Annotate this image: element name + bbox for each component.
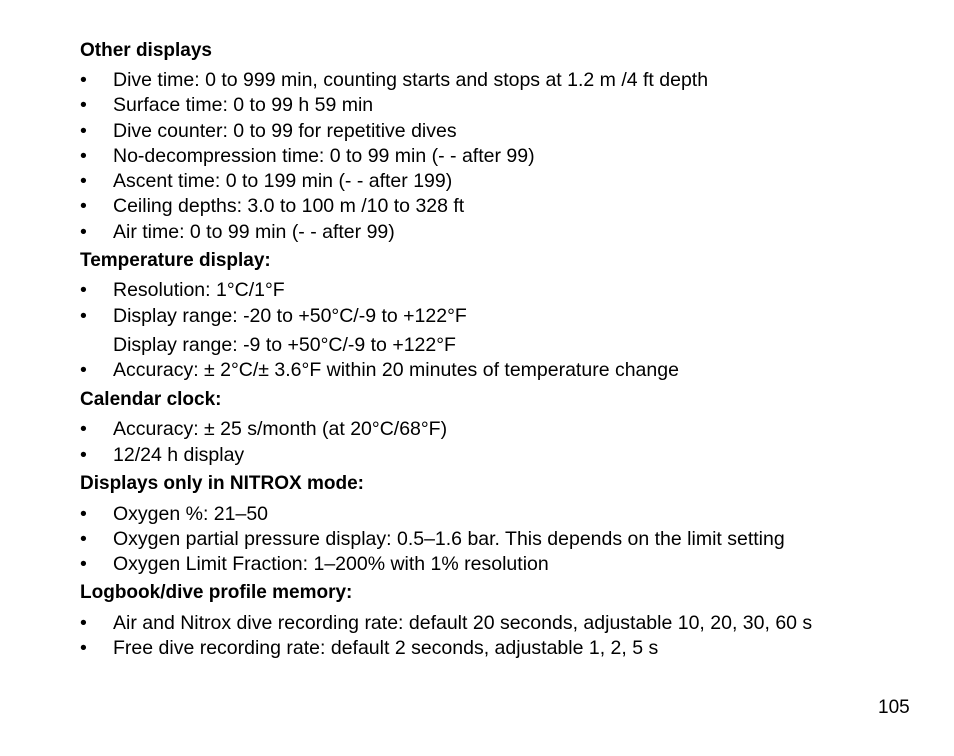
bullet: • — [80, 359, 87, 381]
list-item-text: Display range: -20 to +50°C/-9 to +122°F — [113, 305, 467, 327]
section-heading-temperature-display: Temperature display: — [80, 250, 271, 271]
list-item-text: Accuracy: ± 2°C/± 3.6°F within 20 minutes of temperature change — [113, 359, 679, 381]
list-item-text: Dive time: 0 to 999 min, counting starts and stops at 1.2 m /4 ft depth — [113, 69, 709, 91]
bullet: • — [80, 612, 87, 634]
bullet: • — [80, 637, 87, 659]
list-item-text: Free dive recording rate: default 2 seconds, adjustable 1, 2, 5 s — [113, 637, 659, 659]
bullet: • — [80, 69, 87, 91]
list-item-text: Surface time: 0 to 99 h 59 min — [113, 94, 374, 116]
list-item-text: Ceiling depths: 3.0 to 100 m /10 to 328 ft — [113, 195, 465, 217]
list-item-text: Display range: -9 to +50°C/-9 to +122°F — [113, 334, 456, 356]
list-item-text: Oxygen partial pressure display: 0.5–1.6 bar. This depends on the limit setting — [113, 528, 785, 550]
bullet: • — [80, 503, 87, 525]
list-item-text: Ascent time: 0 to 199 min (- - after 199) — [113, 170, 453, 192]
list-item-text: Accuracy: ± 25 s/month (at 20°C/68°F) — [113, 418, 448, 440]
page-number: 105 — [878, 697, 910, 718]
bullet: • — [80, 444, 87, 466]
list-item-text: Oxygen %: 21–50 — [113, 503, 269, 525]
section-heading-nitrox-mode: Displays only in NITROX mode: — [80, 473, 364, 494]
list-item-text: Air time: 0 to 99 min (- - after 99) — [113, 221, 395, 243]
list-item-text: 12/24 h display — [113, 444, 245, 466]
bullet: • — [80, 120, 87, 142]
bullet: • — [80, 553, 87, 575]
list-item-text: Dive counter: 0 to 99 for repetitive dives — [113, 120, 457, 142]
bullet: • — [80, 279, 87, 301]
bullet: • — [80, 418, 87, 440]
bullet: • — [80, 221, 87, 243]
section-heading-calendar-clock: Calendar clock: — [80, 389, 222, 410]
section-heading-logbook-memory: Logbook/dive profile memory: — [80, 582, 353, 603]
list-item-text: Resolution: 1°C/1°F — [113, 279, 285, 301]
section-heading-other-displays: Other displays — [80, 40, 212, 61]
bullet: • — [80, 305, 87, 327]
bullet: • — [80, 94, 87, 116]
bullet: • — [80, 528, 87, 550]
list-item-text: Oxygen Limit Fraction: 1–200% with 1% resolution — [113, 553, 549, 575]
bullet: • — [80, 145, 87, 167]
bullet: • — [80, 195, 87, 217]
list-item-text: No-decompression time: 0 to 99 min (- - after 99) — [113, 145, 535, 167]
list-item-text: Air and Nitrox dive recording rate: default 20 seconds, adjustable 10, 20, 30, 60 s — [113, 612, 813, 634]
bullet: • — [80, 170, 87, 192]
